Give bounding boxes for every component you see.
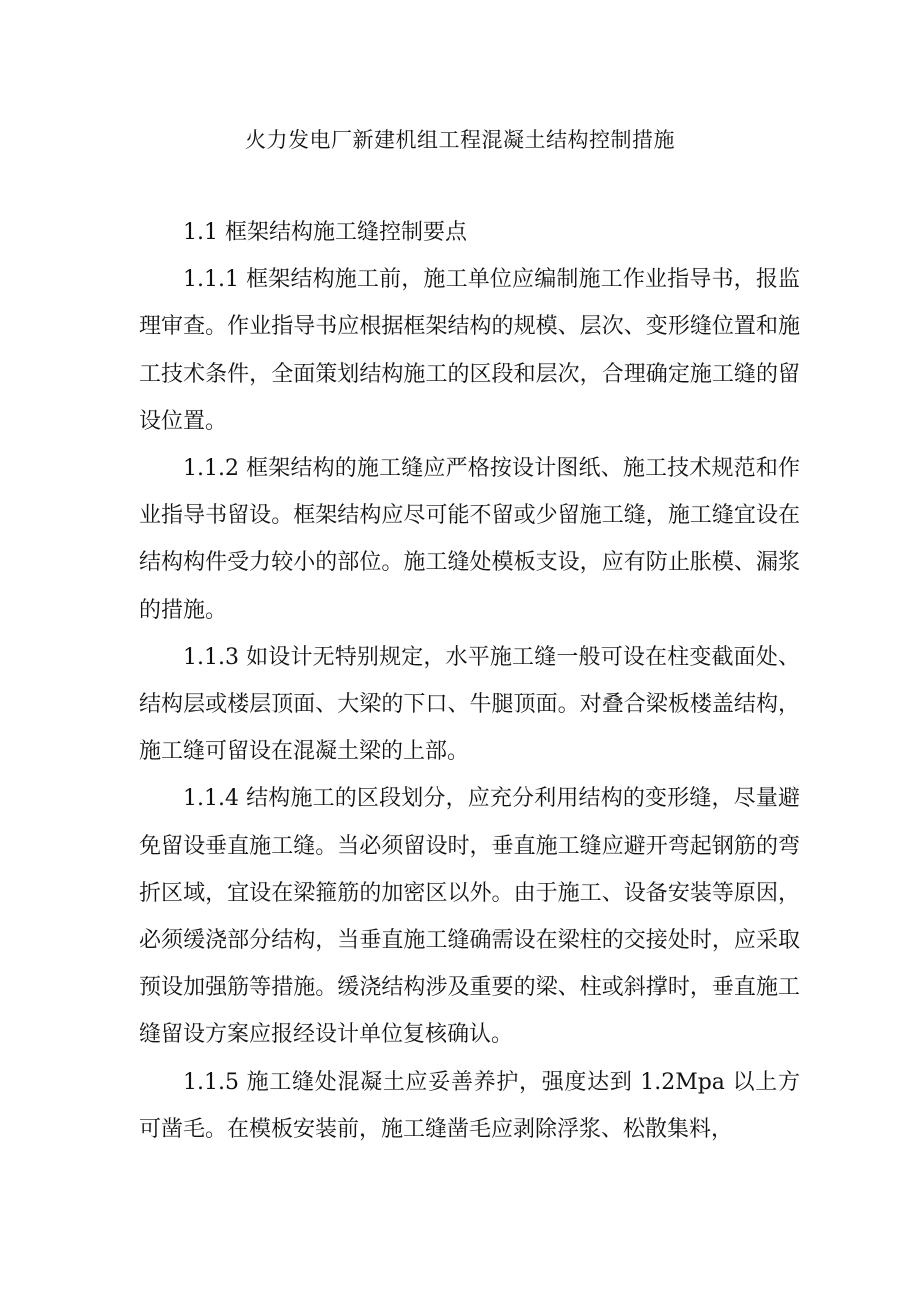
document-body <box>139 209 800 1153</box>
document-title: 火力发电厂新建机组工程混凝土结构控制措施 <box>245 128 675 152</box>
section-heading: 1.1 框架结构施工缝控制要点 <box>183 220 467 245</box>
paragraph-1-1-2: 1.1.2 框架结构的施工缝应严格按设计图纸、施工技术规范和作业指导书留设。框架结构应尽可能不留或少留施工缝，施工缝宜设在结构构件受力较小的部位。施工缝处模板支设，应有防止胀模、漏浆的措施。 <box>139 456 800 623</box>
paragraph-1-1-5: 1.1.5 施工缝处混凝土应妥善养护，强度达到 1.2Mpa 以上方可凿毛。在模板安装前，施工缝凿毛应剥除浮浆、松散集料， <box>139 1069 800 1142</box>
paragraph-1-1-1: 1.1.1 框架结构施工前，施工单位应编制施工作业指导书，报监理审查。作业指导书应根据框架结构的规模、层次、变形缝位置和施工技术条件，全面策划结构施工的区段和层次，合理确定施工缝的留设位置。 <box>139 267 800 434</box>
paragraph-1-1-3: 1.1.3 如设计无特别规定，水平施工缝一般可设在柱变截面处、结构层或楼层顶面、大梁的下口、牛腿顶面。对叠合梁板楼盖结构，施工缝可留设在混凝土梁的上部。 <box>139 644 800 765</box>
paragraph-1-1-4: 1.1.4 结构施工的区段划分，应充分利用结构的变形缝，尽量避免留设垂直施工缝。当必须留设时，垂直施工缝应避开弯起钢筋的弯折区域，宜设在梁箍筋的加密区以外。由于施工、设备安装等原因，必须缓浇部分结构，当垂直施工缝确需设在梁柱的交接处时，应采取预设加强筋等措施。缓浇结构涉及重要的梁、柱或斜撑时，垂直施工缝留设方案应报经设计单位复核确认。 <box>139 786 800 1048</box>
